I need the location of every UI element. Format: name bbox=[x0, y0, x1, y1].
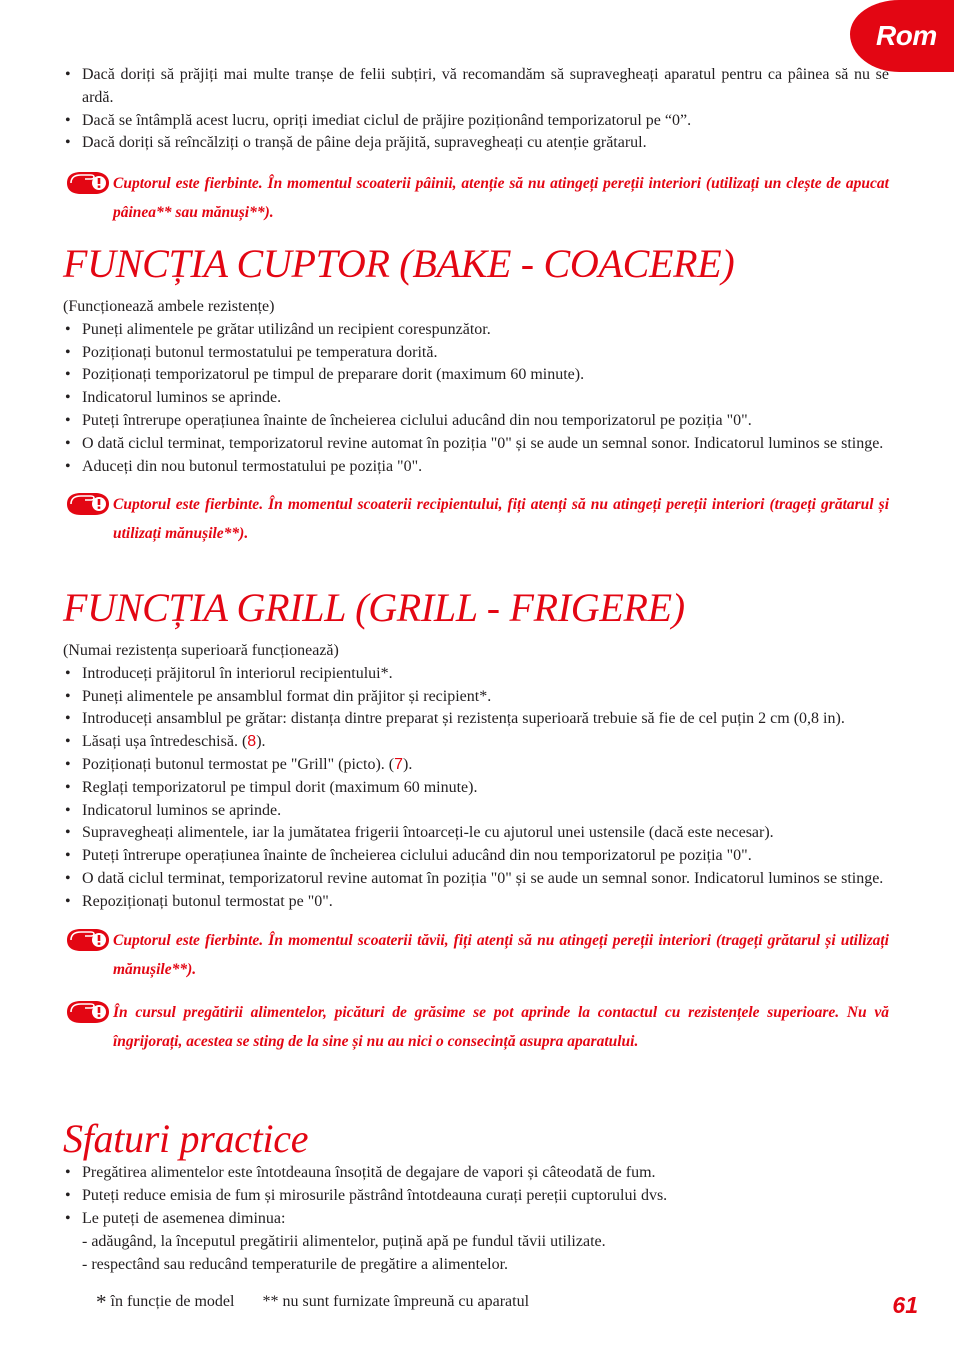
warning-hand-icon bbox=[65, 170, 111, 196]
warning-text: Cuptorul este fierbinte. În momentul scoaterii tăvii, fiți atenți să nu atingeți pereții interiori (trageți grătarul și utilizați mănușile**). bbox=[113, 931, 889, 978]
section-title: FUNCȚIA CUPTOR (BAKE - COACERE) bbox=[63, 241, 735, 286]
tips-list bbox=[63, 1162, 889, 1230]
footnote-star: * bbox=[96, 1290, 107, 1314]
grill-section bbox=[63, 584, 889, 1056]
warning-hand-icon bbox=[65, 927, 111, 953]
list-item: • Lăsați ușa întredeschisă. (8). bbox=[63, 731, 889, 754]
list-item: • Puneți alimentele pe ansamblul format din prăjitor și recipient*. bbox=[63, 686, 889, 709]
footnote-not-supplied: ** nu sunt furnizate împreună cu aparatul bbox=[262, 1293, 530, 1310]
list-item: • Puteți reduce emisia de fum și mirosurile păstrând întotdeauna curați pereții cuptorului dvs. bbox=[63, 1185, 889, 1208]
warning-text: În cursul pregătirii alimentelor, picături de grăsime se pot aprinde la contactul cu rezistențele superioare. Nu vă îngrijorați, acestea se sting de la sine și nu au nici o consecință asupra aparatului. bbox=[113, 1003, 889, 1050]
list-item: • Dacă se întâmplă acest lucru, opriți imediat ciclul de prăjire poziționând temporizatorul pe “0”. bbox=[63, 110, 889, 133]
warning-hand-icon bbox=[65, 999, 111, 1025]
warning-hand-icon bbox=[65, 491, 111, 517]
top-list bbox=[63, 64, 889, 155]
sub-item: - respectând sau reducând temperaturile de pregătire a alimentelor. bbox=[82, 1256, 509, 1274]
figure-ref: 7 bbox=[394, 755, 404, 773]
list-item: • Dacă doriți să prăjiți mai multe tranșe de felii subțiri, vă recomandăm să supravegheați aparatul pentru ca pâinea să nu se ardă. bbox=[63, 64, 889, 110]
list-item: • Introduceți prăjitorul în interiorul recipientului*. bbox=[63, 663, 889, 686]
list-item: • Puteți întrerupe operațiunea înainte de încheierea ciclului aducând din nou temporizatorul pe poziția "0". bbox=[63, 410, 889, 433]
section-title: FUNCȚIA GRILL (GRILL - FRIGERE) bbox=[63, 585, 685, 630]
grill-list bbox=[63, 663, 889, 914]
list-item: • Aduceți din nou butonul termostatului pe poziția "0". bbox=[63, 456, 889, 479]
list-item: • Puneți alimentele pe grătar utilizând un recipient corespunzător. bbox=[63, 319, 889, 342]
list-item: • Dacă doriți să reîncălziți o tranșă de pâine deja prăjită, supravegheați cu atenție grătarul. bbox=[63, 132, 889, 155]
list-item: • Puteți întrerupe operațiunea înainte de încheierea ciclului aducând din nou temporizatorul pe poziția "0". bbox=[63, 845, 889, 868]
figure-ref: 8 bbox=[247, 733, 257, 751]
section-intro: (Funcționează ambele rezistențe) bbox=[63, 298, 275, 315]
warning-note bbox=[63, 998, 889, 1056]
warning-text: Cuptorul este fierbinte. În momentul scoaterii recipientului, fiți atenți să nu atingeți pereții interiori (trageți grătarul și utilizați mănușile**). bbox=[113, 496, 889, 543]
footnotes bbox=[96, 1290, 529, 1315]
list-item: • O dată ciclul terminat, temporizatorul revine automat în poziția "0" și se aude un semnal sonor. Indicatorul luminos se stinge. bbox=[63, 433, 889, 456]
list-item: • O dată ciclul terminat, temporizatorul revine automat în poziția "0" și se aude un semnal sonor. Indicatorul luminos se stinge. bbox=[63, 868, 889, 891]
bake-list bbox=[63, 319, 889, 479]
warning-text: Cuptorul este fierbinte. În momentul scoaterii pâinii, atenție să nu atingeți pereții interiori (utilizați un clește de apucat pâinea** sau mănuși**). bbox=[113, 175, 889, 222]
list-item: • Reglați temporizatorul pe timpul dorit (maximum 60 minute). bbox=[63, 777, 889, 800]
list-item: • Introduceți ansamblul pe grătar: distanța dintre preparat și rezistența superioară trebuie să fie de cel puțin 2 cm (0,8 in). bbox=[63, 708, 889, 731]
bake-section bbox=[63, 240, 889, 548]
list-item: • Supravegheați alimentele, iar la jumătatea frigerii întoarceți-le cu ajutorul unei ustensile (dacă este necesar). bbox=[63, 822, 889, 845]
list-item: • Repoziționați butonul termostat pe "0". bbox=[63, 891, 889, 914]
top-section bbox=[63, 64, 889, 227]
list-item: • Pregătirea alimentelor este întotdeauna însoțită de degajare de vapori și câteodată de fum. bbox=[63, 1162, 889, 1185]
language-tab-label: Rom bbox=[876, 20, 937, 51]
warning-note bbox=[63, 169, 889, 227]
list-item: • Indicatorul luminos se aprinde. bbox=[63, 800, 889, 823]
warning-note bbox=[63, 490, 889, 548]
list-item: • Indicatorul luminos se aprinde. bbox=[63, 387, 889, 410]
language-tab bbox=[850, 0, 954, 72]
warning-note bbox=[63, 926, 889, 984]
sub-item: - adăugând, la începutul pregătirii alimentelor, puțină apă pe fundul tăvii utilizate. bbox=[82, 1233, 606, 1251]
list-item: • Poziționați temporizatorul pe timpul de preparare dorit (maximum 60 minute). bbox=[63, 364, 889, 387]
section-intro: (Numai rezistența superioară funcționează) bbox=[63, 642, 339, 659]
list-item: • Poziționați butonul termostatului pe temperatura dorită. bbox=[63, 342, 889, 365]
footnote-model: în funcție de model bbox=[106, 1293, 235, 1310]
section-title: Sfaturi practice bbox=[63, 1116, 309, 1161]
page-number: 61 bbox=[892, 1292, 918, 1318]
list-item: • Le puteți de asemenea diminua: bbox=[63, 1208, 889, 1231]
list-item: • Poziționați butonul termostat pe "Grill" (picto). (7). bbox=[63, 754, 889, 777]
tips-section bbox=[63, 1116, 889, 1276]
